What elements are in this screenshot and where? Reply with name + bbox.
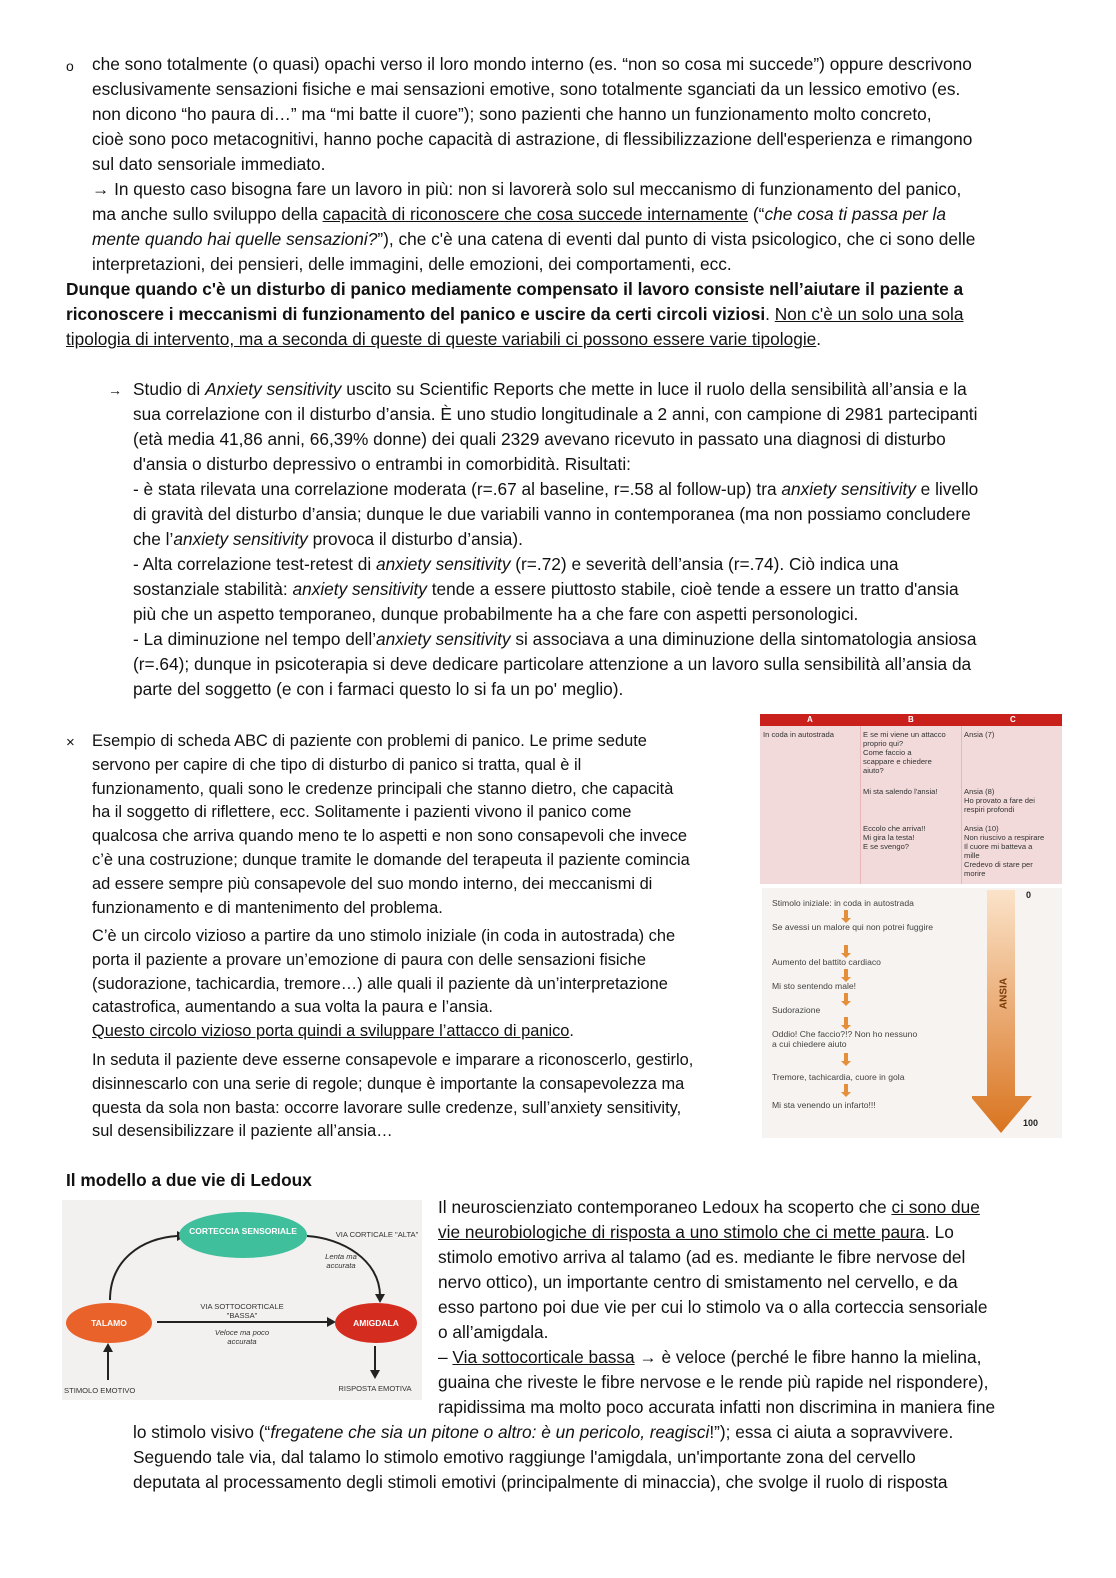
abc-paragraph-1	[92, 730, 744, 920]
circle-bullet-icon: o	[66, 58, 74, 74]
low-road-description: Veloce ma poco accurata	[214, 1328, 270, 1346]
ledoux-two-pathways-figure	[62, 1200, 422, 1400]
down-arrow-icon	[844, 1053, 848, 1062]
text-line: – Via sottocorticale bassa → è veloce (perché le fibre hanno la mielina,	[438, 1347, 982, 1367]
study-paragraph	[133, 377, 1043, 702]
abc-table-figure	[760, 714, 1062, 884]
escalation-step: Aumento del battito cardiaco	[772, 957, 881, 967]
high-road-description: Lenta ma accurata	[325, 1252, 357, 1270]
amygdala-node: AMIGDALA	[335, 1303, 417, 1343]
text-line: (età media 41,86 anni, 66,39% donne) dei quali 2329 avevano ricevuto in passato una diagnosi di disturbo	[133, 429, 946, 449]
text-line: qualcosa che arriva quando meno te lo aspetti e non sono consapevoli che invece	[92, 827, 688, 846]
response-label: RISPOSTA EMOTIVA	[338, 1384, 412, 1393]
stimulus-label: STIMOLO EMOTIVO	[64, 1386, 136, 1395]
scale-min-label: 0	[1026, 890, 1032, 900]
text-line: sostanziale stabilità: anxiety sensitivity tende a essere piuttosto stabile, cioè tende a essere un tratto d'ansia	[133, 579, 959, 599]
arrow-bullet-icon: →	[108, 382, 122, 398]
text-line: guaina che riveste le fibre nervose e le rende più rapide nel rispondere),	[438, 1372, 989, 1392]
escalation-step: Se avessi un malore qui non potrei fuggire	[772, 922, 933, 932]
text-line: tipologia di intervento, ma a seconda di queste di queste variabili ci possono essere varie tipologie.	[66, 329, 822, 349]
text-line: Il neuroscienziato contemporaneo Ledoux ha scoperto che ci sono due	[438, 1197, 980, 1217]
down-arrow-icon	[844, 1017, 848, 1026]
escalation-step: Sudorazione	[772, 1005, 821, 1015]
text-line: più che un aspetto temporaneo, dunque probabilmente ha a che fare con aspetti personologici.	[133, 604, 859, 624]
text-line: catastrofica, aumentando a sua volta la paura e l’ansia.	[92, 998, 493, 1017]
anxiety-escalation-figure	[762, 888, 1062, 1138]
text-line: cioè sono poco metacognitivi, hanno poche capacità di astrazione, di flessibilizzazione dell'esperienza e rimangono	[92, 129, 973, 149]
low-road-label: VIA SOTTOCORTICALE "BASSA"	[200, 1302, 284, 1320]
text-line: sul dato sensoriale immediato.	[92, 154, 326, 174]
down-arrow-icon	[844, 969, 848, 978]
text-line: Dunque quando c'è un disturbo di panico mediamente compensato il lavoro consiste nell’aiutare il paziente a	[66, 279, 964, 299]
text-line: ha il soggetto di riflettere, ecc. Solitamente i pazienti vivono il panico come	[92, 803, 632, 822]
down-arrow-icon	[844, 993, 848, 1002]
column-divider	[860, 726, 861, 884]
text-line: ma anche sullo sviluppo della capacità di riconoscere che cosa succede internamente (“che cosa ti passa per la	[92, 204, 946, 224]
summary-paragraph	[66, 277, 1043, 352]
abc-cell-c3: Ansia (10) Non riuscivo a respirare Il cuore mi batteva a mille Credevo di stare per morire	[964, 824, 1045, 878]
text-line: funzionamento, quali sono le credenze principali che stanno dietro, che capacità	[92, 779, 674, 798]
high-road-label: VIA CORTICALE "ALTA"	[335, 1230, 419, 1239]
abc-cell-c2: Ansia (8) Ho provato a fare dei respiri profondi	[964, 787, 1035, 814]
header-c: C	[1010, 715, 1016, 724]
underlined-phrase: capacità di riconoscere che cosa succede internamente	[322, 204, 749, 224]
text-line: lo stimolo visivo (“fregatene che sia un pitone o altro: è un pericolo, reagisci!”); essa ci aiuta a sopravvivere.	[133, 1422, 954, 1442]
text-line: - Alta correlazione test-retest di anxiety sensitivity (r=.72) e severità dell’ansia (r=.74). Ciò indica una	[133, 554, 899, 574]
abc-cell-b3: Eccolo che arriva!! Mi gira la testa! E se svengo?	[863, 824, 926, 851]
abc-paragraph-3	[92, 1049, 744, 1144]
anxiety-arrow-graphic	[972, 888, 1052, 1138]
abc-cell-b2: Mi sta salendo l'ansia!	[863, 787, 938, 796]
text-line: - è stata rilevata una correlazione moderata (r=.67 al baseline, r=.58 al follow-up) tra anxiety sensitivity e livello	[133, 479, 979, 499]
text-line: servono per capire di che tipo di disturbo di panico si tratta, qual è il	[92, 755, 582, 774]
text-line: deputata al processamento degli stimoli emotivi (principalmente di minaccia), che svolge il ruolo di risposta	[133, 1472, 948, 1492]
text-line: che l’anxiety sensitivity provoca il disturbo d’ansia).	[133, 529, 523, 549]
text-line: Studio di Anxiety sensitivity uscito su Scientific Reports che mette in luce il ruolo della sensibilità all’ansia e la	[133, 379, 967, 399]
escalation-step: Mi sto sentendo male!	[772, 981, 857, 991]
text-line: vie neurobiologiche di risposta a uno stimolo che ci mette paura. Lo	[438, 1222, 954, 1242]
cortex-node: CORTECCIA SENSORIALE	[179, 1212, 307, 1258]
text-line: (sudorazione, tachicardia, tremore…) alle quali il paziente dà un’interpretazione	[92, 974, 668, 993]
text-line: riconoscere i meccanismi di funzionamento del panico e uscire da certi circoli viziosi. Non c'è un solo una sola	[66, 304, 964, 324]
text-line: di gravità del disturbo d’ansia; dunque le due variabili vanno in contemporanea (ma non possiamo concludere	[133, 504, 971, 524]
text-line: porta il paziente a provare un’emozione di paura con delle sensazioni fisiche	[92, 950, 646, 969]
escalation-step: Tremore, tachicardia, cuore in gola	[772, 1072, 905, 1082]
column-divider	[961, 726, 962, 884]
text-line: questa da sola non basta: occorre lavorare sulle credenze, sull’anxiety sensitivity,	[92, 1098, 682, 1117]
abc-cell-c1: Ansia (7)	[964, 730, 995, 739]
text-line: c’è una costruzione; dunque tramite le domande del terapeuta il paziente comincia	[92, 850, 690, 869]
text-line: In seduta il paziente deve esserne consapevole e imparare a riconoscerlo, gestirlo,	[92, 1051, 694, 1069]
scale-max-label: 100	[1023, 1118, 1039, 1128]
header-a: A	[807, 715, 813, 724]
section-heading: Il modello a due vie di Ledoux	[66, 1170, 312, 1190]
down-arrow-icon	[844, 945, 848, 954]
text-line: ad essere sempre più consapevole del suo mondo interno, dei meccanismi di	[92, 874, 653, 893]
ledoux-paragraph	[438, 1195, 1043, 1420]
text-line: esclusivamente sensazioni fisiche e mai sensazioni emotive, sono totalmente sganciati da un lessico emotivo (es.	[92, 79, 961, 99]
abc-paragraph-2	[92, 925, 744, 1044]
text-line: che sono totalmente (o quasi) opachi verso il loro mondo interno (es. “non so cosa mi succede”) oppure descrivono	[92, 54, 972, 74]
bullet-paragraph-opaque-patients	[92, 52, 1043, 277]
text-line: funzionamento e di mantenimento del problema.	[92, 898, 443, 917]
text-line: mente quando hai quelle sensazioni?”), che c'è una catena di eventi dal punto di vista psicologico, che ci sono delle	[92, 229, 976, 249]
thalamus-node: TALAMO	[66, 1303, 152, 1343]
down-arrow-icon	[844, 1084, 848, 1093]
text-line: sua correlazione con il disturbo d’ansia. È uno studio longitudinale a 2 anni, con campione di 2981 partecipanti	[133, 404, 978, 424]
text-line: d'ansia o disturbo depressivo o entrambi in comorbidità. Risultati:	[133, 454, 631, 474]
text-line: non dicono “ho paura di…” ma “mi batte il cuore”); sono pazienti che hanno un funzionamento molto concreto,	[92, 104, 932, 124]
text-line: disinnescarlo con una serie di regole; dunque è importante la consapevolezza ma	[92, 1074, 685, 1093]
text-line: rapidissima ma molto poco accurata infatti non discrimina in maniera fine	[438, 1397, 996, 1417]
text-line: C’è un circolo vizioso a partire da uno stimolo iniziale (in coda in autostrada) che	[92, 927, 676, 945]
down-arrow-icon	[844, 910, 848, 919]
text-line: Esempio di scheda ABC di paziente con problemi di panico. Le prime sedute	[92, 732, 647, 750]
escalation-step: Oddio! Che faccio?!? Non ho nessuno a cui chiedere aiuto	[772, 1029, 918, 1049]
text-line: - La diminuzione nel tempo dell’anxiety sensitivity si associava a una diminuzione della sintomatologia ansiosa	[133, 629, 977, 649]
escalation-step: Mi sta venendo un infarto!!!	[772, 1100, 876, 1110]
text-line: stimolo emotivo arriva al talamo (ad es. mediante le fibre nervose del	[438, 1247, 966, 1267]
text-line: → In questo caso bisogna fare un lavoro in più: non si lavorerà solo sul meccanismo di funzionamento del panico,	[92, 179, 962, 199]
anxiety-axis-label: ANSIA	[998, 977, 1010, 1010]
text-line: nervo ottico), un importante centro di smistamento nel cervello, e da	[438, 1272, 958, 1292]
escalation-step: Stimolo iniziale: in coda in autostrada	[772, 898, 914, 908]
text-line: sul desensibilizzare il paziente all’ansia…	[92, 1122, 393, 1141]
text-line: o all’amigdala.	[438, 1322, 549, 1342]
abc-cell-a1: In coda in autostrada	[763, 730, 834, 739]
abc-cell-b1: E se mi viene un attacco proprio qui? Come faccio a scappare e chiedere aiuto?	[863, 730, 946, 775]
cross-bullet-icon: ×	[66, 734, 75, 751]
text-line: interpretazioni, dei pensieri, delle immagini, delle emozioni, dei comportamenti, ecc.	[92, 254, 732, 274]
text-line: Questo circolo vizioso porta quindi a sviluppare l’attacco di panico.	[92, 1022, 574, 1041]
text-line: parte del soggetto (e con i farmaci questo lo si fa un po' meglio).	[133, 679, 624, 699]
ledoux-paragraph-continued	[133, 1420, 1043, 1495]
abc-table-header	[760, 714, 1062, 726]
text-line: Seguendo tale via, dal talamo lo stimolo emotivo raggiunge l'amigdala, un'importante zona del cervello	[133, 1447, 916, 1467]
text-line: (r=.64); dunque in psicoterapia si deve dedicare particolare attenzione a un lavoro sulla sensibilità all’ansia da	[133, 654, 972, 674]
header-b: B	[908, 715, 914, 724]
text-line: esso partono poi due vie per cui lo stimolo va o alla corteccia sensoriale	[438, 1297, 988, 1317]
